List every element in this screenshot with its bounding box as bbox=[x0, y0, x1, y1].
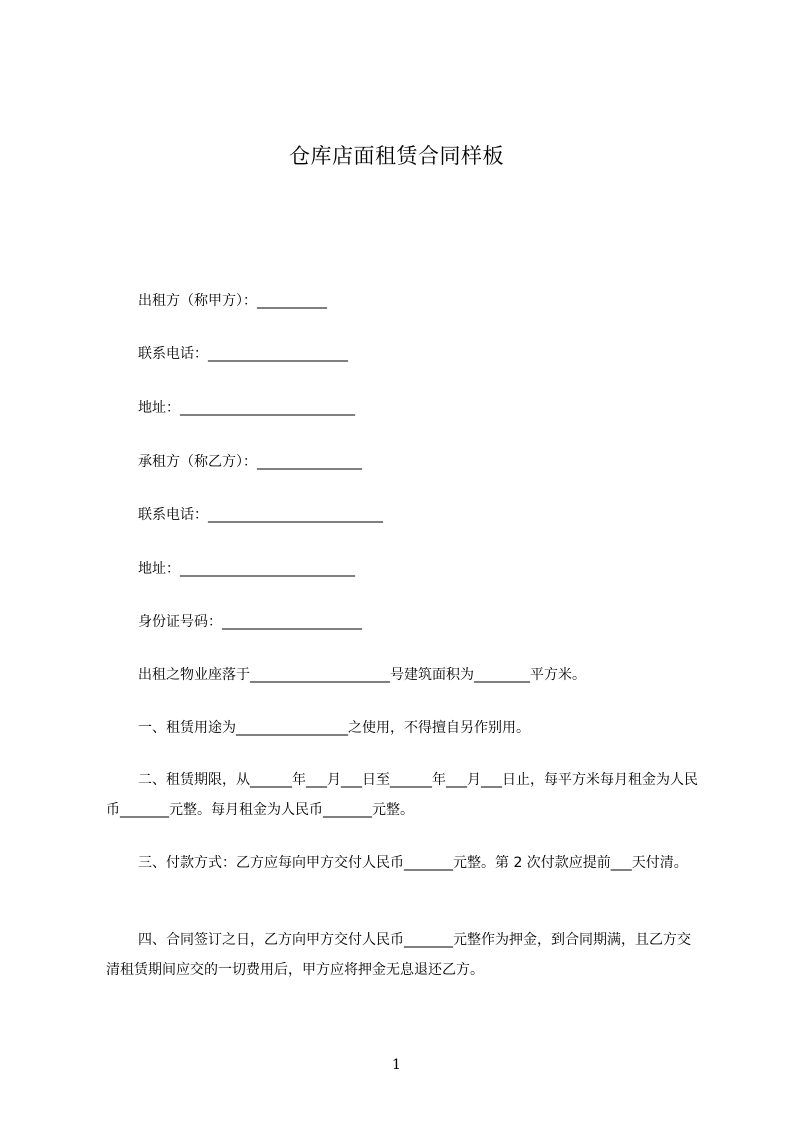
property-location-line: 出租之物业座落于____________________号建筑面积为________平方米。 bbox=[138, 667, 586, 683]
id-number-line: 身份证号码：____________________ bbox=[138, 614, 362, 630]
lessee-address-line: 地址：_________________________ bbox=[138, 561, 355, 577]
clause-4-deposit: 四、合同签订之日，乙方向甲方交付人民币_______元整作为押金，到合同期满，且乙方交清租赁期间应交的一切费用后，甲方应将押金无息退还乙方。 bbox=[106, 932, 691, 978]
lessor-name-line: 出租方（称甲方）：__________ bbox=[138, 293, 327, 309]
page-number: 1 bbox=[392, 1057, 401, 1073]
lessee-phone-line: 联系电话：_________________________ bbox=[138, 507, 383, 523]
document-title: 仓库店面租赁合同样板 bbox=[289, 144, 504, 168]
clause-1-usage: 一、租赁用途为________________之使用，不得擅自另作别用。 bbox=[138, 720, 530, 736]
lessee-name-line: 承租方（称乙方）：_______________ bbox=[138, 454, 362, 470]
clause-2-lease-term: 二、租赁期限，从______年___月___日至______年___月___日止，每平方米每月租金为人民币_______元整。每月租金为人民币_______元整。 bbox=[106, 772, 698, 818]
clause-3-payment: 三、付款方式：乙方应每向甲方交付人民币_______元整。第 2 次付款应提前___天付清。 bbox=[138, 855, 688, 871]
lessor-phone-line: 联系电话：____________________ bbox=[138, 346, 348, 362]
lessor-address-line: 地址：_________________________ bbox=[138, 400, 355, 416]
